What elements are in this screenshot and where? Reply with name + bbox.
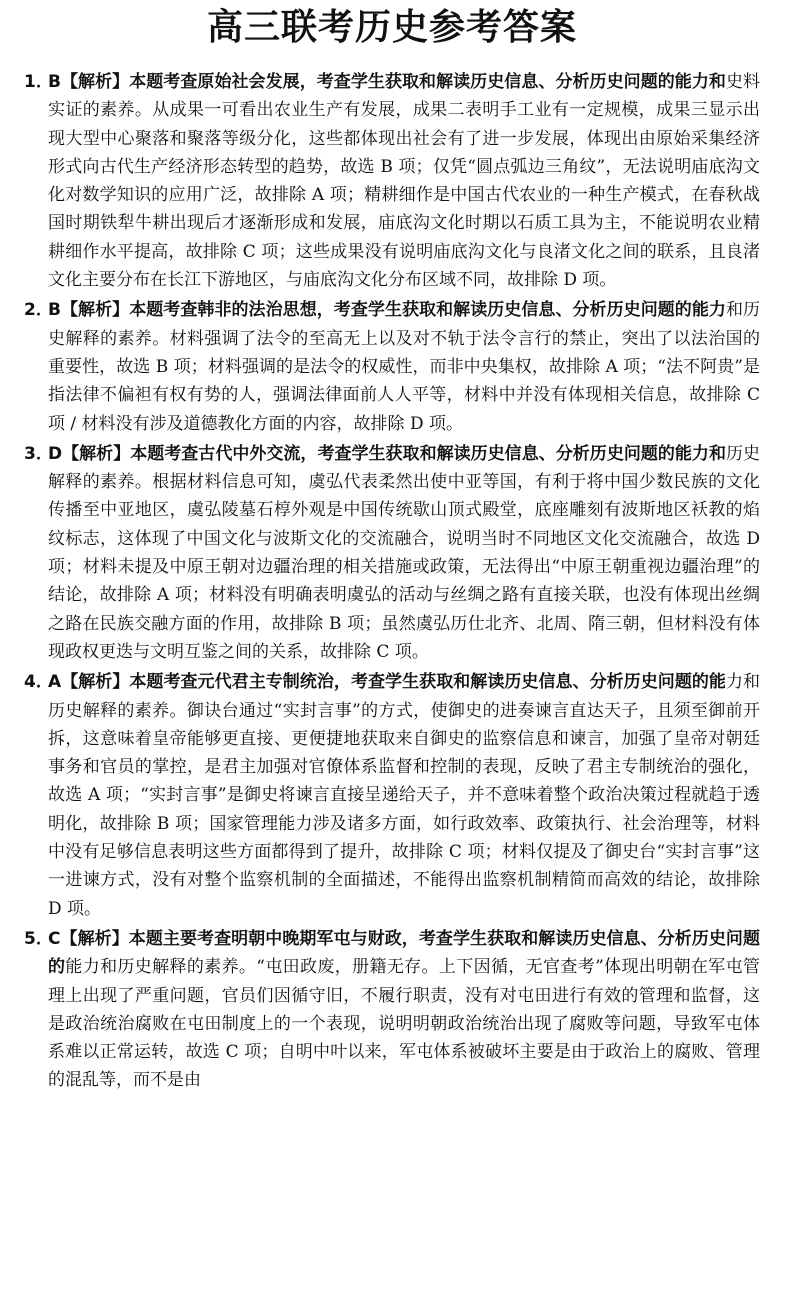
answer-number: 5． bbox=[24, 928, 53, 949]
answer-number: 2． bbox=[24, 300, 53, 321]
answer-body: 史料实证的素养。从成果一可看出农业生产有发展，成果二表明手工业有一定规模，成果三显示出现大型中心聚落和聚落等级分化，这些都体现出社会有了进一步发展，体现出由原始采集经济形式向古代生产经济形态转型的趋势，故选 B 项；仅凭“圆点弧边三角纹”，无法说明庙底沟文化对数学知识的应用广泛，故排除 A 项；精耕细作是中国古代农业的一种生产模式，在春秋战国时期铁犁牛耕出现后才逐渐形成和发展，庙底沟文化时期以石质工具为主，不能说明农业精耕细作水平提高，故排除 C 项；这些成果没有说明庙底沟文化与良渚文化之间的联系，且良渚文化主要分布在长江下游地区，与庙底沟文化分布区域不同，故排除 D 项。 bbox=[48, 72, 760, 291]
answer-item-4 bbox=[24, 668, 760, 923]
answer-number: 1． bbox=[24, 72, 53, 92]
answer-lead: D【解析】本题考查古代中外交流，考查学生获取和解读历史信息、分析历史问题的能力和 bbox=[48, 443, 726, 464]
answer-item-5 bbox=[24, 925, 760, 1095]
answer-lead: B【解析】本题考查韩非的法治思想，考查学生获取和解读历史信息、分析历史问题的能力 bbox=[48, 300, 726, 321]
answer-body: 力和历史解释的素养。御诀台通过“实封言事”的方式，使御史的进奏谏言直达天子，且须至御前开拆，这意味着皇帝能够更直接、更便捷地获取来自御史的监察信息和谏言，加强了皇帝对朝廷事务和官员的掌控，是君主加强对官僚体系监督和控制的表现，反映了君主专制统治的强化，故选 A 项；“实封言事”是御史将谏言直接呈递给天子，并不意味着整个政治决策过程就趋于透明化，故排除 B 项；国家管理能力涉及诸多方面，如行政效率、政策执行、社会治理等，材料中没有足够信息表明这些方面都得到了提升，故排除 C 项；材料仅提及了御史台“实封言事”这一进谏方式，没有对整个监察机制的全面描述，不能得出监察机制精简而高效的结论，故排除 D 项。 bbox=[48, 672, 761, 919]
answer-body: 能力和历史解释的素养。“屯田政废，册籍无存。上下因循，无官查考”体现出明朝在军屯管理上出现了严重问题，官员们因循守旧，不履行职责，没有对屯田进行有效的管理和监督，这是政治统治腐败在屯田制度上的一个表现，说明明朝政治统治出现了腐败等问题，导致军屯体系难以正常运转，故选 C 项；自明中叶以来，军屯体系被破坏主要是由于政治上的腐败、管理的混乱等，而不是由 bbox=[48, 957, 760, 1091]
page-title: 高三联考历史参考答案 bbox=[206, 7, 577, 48]
answer-item-1 bbox=[24, 68, 760, 294]
answer-number: 3． bbox=[24, 443, 53, 464]
answer-number: 4． bbox=[24, 672, 53, 693]
answer-lead: B【解析】本题考查原始社会发展，考查学生获取和解读历史信息、分析历史问题的能力和 bbox=[48, 72, 726, 92]
answer-item-2 bbox=[24, 296, 760, 437]
answer-lead: C【解析】本题主要考查明朝中晚期军屯与财政，考查学生获取和解读历史信息、分析历史问题的 bbox=[48, 928, 760, 978]
answer-item-3 bbox=[24, 440, 760, 666]
answer-lead: A【解析】本题考查元代君主专制统治，考查学生获取和解读历史信息、分析历史问题的能 bbox=[48, 672, 726, 693]
answer-body: 和历史解释的素养。材料强调了法令的至高无上以及对不轨于法令言行的禁止，突出了以法治国的重要性，故选 B 项；材料强调的是法令的权威性，而非中央集权，故排除 A 项；“法不阿贵”是指法律不偏袒有权有势的人，强调法律面前人人平等，材料中并没有体现相关信息，故排除 C 项 / 材料没有涉及道德教化方面的内容，故排除 D 项。 bbox=[48, 300, 760, 434]
answer-body: 历史解释的素养。根据材料信息可知，虞弘代表柔然出使中亚等国，有利于将中国少数民族的文化传播至中亚地区，虞弘陵墓石椁外观是中国传统歇山顶式殿堂，底座雕刻有波斯地区袄教的焰纹标志，这体现了中国文化与波斯文化的交流融合，说明当时不同地区文化交流融合，故选 D 项；材料未提及中原王朝对边疆治理的相关措施或政策，无法得出“中原王朝重视边疆治理”的结论，故排除 A 项；材料没有明确表明虞弘的活动与丝绸之路有直接关联，也没有体现出丝绸之路在民族交融方面的作用，故排除 B 项；虽然虞弘历仕北齐、北周、隋三朝，但材料没有体现政权更迭与文明互鉴之间的关系，故排除 C 项。 bbox=[48, 443, 760, 662]
